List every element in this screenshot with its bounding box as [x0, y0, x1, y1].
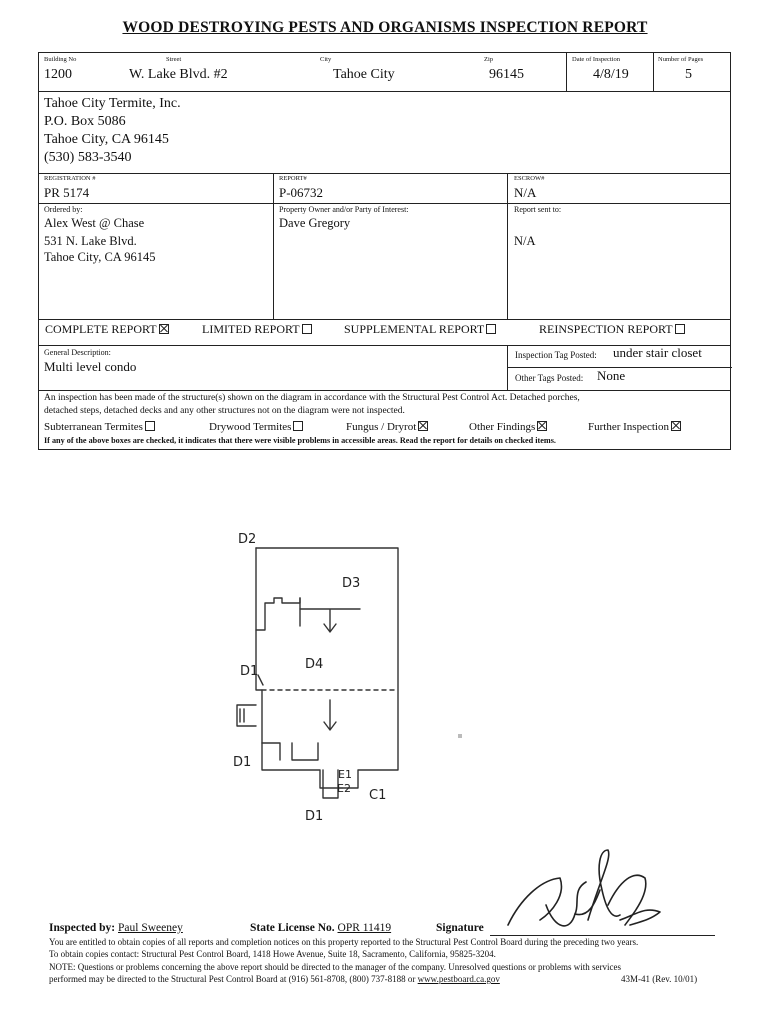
- pestboard-link[interactable]: www.pestboard.ca.gov: [417, 974, 500, 984]
- date-value: 4/8/19: [593, 67, 629, 82]
- findings-note: If any of the above boxes are checked, it indicates that there were visible problems in accessible areas. Read the report for details on checked items.: [44, 436, 556, 445]
- ordered-by-line3: Tahoe City, CA 96145: [44, 250, 156, 264]
- signature-label: Signature: [436, 922, 484, 934]
- further-inspection-option[interactable]: Further Inspection: [588, 421, 681, 433]
- building-no-label: Building No: [44, 56, 77, 63]
- reinspection-report-option[interactable]: REINSPECTION REPORT: [539, 322, 685, 336]
- other-tags-value: None: [597, 368, 626, 383]
- diagram-outline: [262, 743, 318, 760]
- escrow-value: N/A: [514, 185, 537, 200]
- diagram-arrow: [324, 610, 336, 632]
- report-title: WOOD DESTROYING PESTS AND ORGANISMS INSPECTION REPORT: [122, 19, 648, 36]
- pages-value: 5: [685, 67, 692, 82]
- supplemental-report-option[interactable]: SUPPLEMENTAL REPORT: [344, 322, 496, 336]
- other-tags-label: Other Tags Posted:: [515, 373, 584, 383]
- company-name: Tahoe City Termite, Inc.: [44, 96, 181, 111]
- scan-speck: [458, 734, 462, 738]
- report-sent-value: N/A: [514, 234, 536, 248]
- state-license: State License No. OPR 11419: [250, 922, 392, 934]
- report-no-label: REPORT#: [279, 175, 307, 182]
- diagram-outline: [323, 770, 338, 798]
- diagram-outline: [256, 548, 300, 630]
- form-number: 43M-41 (Rev. 10/01): [621, 974, 698, 984]
- city-value: Tahoe City: [333, 67, 395, 82]
- ordered-by-line1: Alex West @ Chase: [44, 216, 145, 230]
- diagram-label-d4: D4: [305, 657, 324, 672]
- zip-label: Zip: [484, 56, 494, 63]
- footer-line4: performed may be directed to the Structural Pest Control Board at (916) 561-8708, (800) 737-8188 or www.pestboard.ca.gov: [49, 974, 500, 984]
- diagram-outline: [240, 709, 244, 722]
- registration-value: PR 5174: [44, 185, 90, 200]
- diagram-label-e2: E2: [337, 782, 351, 795]
- diagram-label-c1: C1: [369, 788, 387, 803]
- diagram-outline: [256, 548, 398, 788]
- diagram-outline: [258, 675, 263, 685]
- zip-value: 96145: [489, 67, 524, 82]
- diagram-arrow: [324, 700, 336, 730]
- date-label: Date of Inspection: [572, 56, 621, 63]
- pages-label: Number of Pages: [658, 56, 704, 63]
- owner-label: Property Owner and/or Party of Interest:: [279, 205, 409, 214]
- diagram-label-e1: E1: [338, 768, 352, 781]
- footer-line2: To obtain copies contact: Structural Pest Control Board, 1418 Howe Avenue, Suite 18, Sacramento, California, 95825-3204.: [49, 949, 496, 959]
- footer-line1: You are entitled to obtain copies of all reports and completion notices on this property reported to the Structural Pest Control Board during the preceding two years.: [49, 937, 639, 947]
- diagram-label-d1-bottom: D1: [305, 809, 324, 824]
- inspection-notice-line2: detached steps, detached decks and any other structures not on the diagram were not inspected.: [44, 406, 405, 416]
- other-findings-option[interactable]: Other Findings: [469, 421, 547, 433]
- owner-value: Dave Gregory: [279, 216, 351, 230]
- report-sent-label: Report sent to:: [514, 205, 562, 214]
- drywood-option[interactable]: Drywood Termites: [209, 421, 303, 433]
- ordered-by-line2: 531 N. Lake Blvd.: [44, 234, 137, 248]
- diagram-label-d1-bottom-left: D1: [233, 755, 252, 770]
- inspection-notice-line1: An inspection has been made of the structure(s) shown on the diagram in accordance with the Structural Pest Control Act. Detached porches,: [44, 393, 580, 403]
- limited-report-option[interactable]: LIMITED REPORT: [202, 322, 312, 336]
- company-address1: P.O. Box 5086: [44, 114, 126, 129]
- general-description-value: Multi level condo: [44, 359, 137, 374]
- company-address2: Tahoe City, CA 96145: [44, 132, 169, 147]
- subterranean-option[interactable]: Subterranean Termites: [44, 421, 155, 433]
- signature-line: [490, 935, 715, 936]
- license-number: OPR 11419: [337, 922, 392, 934]
- complete-report-option[interactable]: COMPLETE REPORT: [45, 322, 169, 336]
- escrow-label: ESCROW#: [514, 175, 545, 182]
- general-description-label: General Description:: [44, 348, 111, 357]
- inspector-signature: [508, 850, 660, 926]
- building-no-value: 1200: [44, 67, 72, 82]
- inspection-tag-value: under stair closet: [613, 345, 702, 360]
- street-value: W. Lake Blvd. #2: [129, 67, 228, 82]
- footer-line3: NOTE: Questions or problems concerning the above report should be directed to the manager of the company. Unresolved questions or problems with services: [49, 962, 622, 972]
- company-phone: (530) 583-3540: [44, 150, 132, 165]
- report-no-value: P-06732: [279, 185, 324, 200]
- city-label: City: [320, 56, 332, 63]
- inspector-name: Paul Sweeney: [118, 922, 183, 934]
- diagram-label-d3: D3: [342, 576, 361, 591]
- diagram-label-d1-left: D1: [240, 664, 259, 679]
- registration-label: REGISTRATION #: [44, 175, 96, 182]
- diagram-outline: [256, 630, 262, 743]
- fungus-option[interactable]: Fungus / Dryrot: [346, 421, 428, 433]
- street-label: Street: [166, 56, 182, 63]
- ordered-by-label: Ordered by:: [44, 205, 83, 214]
- diagram-label-d2: D2: [238, 532, 257, 547]
- inspected-by: Inspected by: Paul Sweeney: [49, 922, 183, 934]
- inspection-tag-label: Inspection Tag Posted:: [515, 350, 597, 360]
